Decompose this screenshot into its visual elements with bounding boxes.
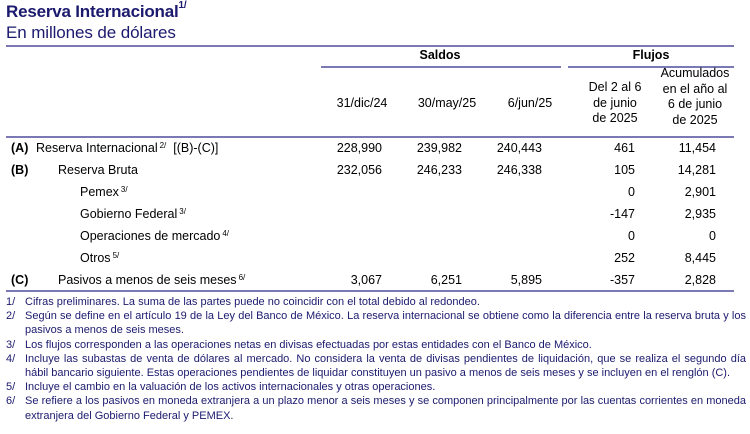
footnote-ref: 3/ <box>120 185 128 194</box>
row-label: Pemex $^{3/}$ <box>80 185 128 199</box>
table-bottom-rule <box>6 290 734 292</box>
cell-value: 461 <box>614 141 635 155</box>
cell-value: 14,281 <box>677 163 716 177</box>
cell-value: 0 <box>628 229 635 243</box>
cell-value: 11,454 <box>678 141 716 155</box>
footnote: 5/ Incluye el cambio en la valuación de los activos internacionales y otras operaciones. <box>6 381 436 394</box>
top-rule <box>6 45 734 47</box>
cell-value: 3,067 <box>350 273 382 287</box>
footnote: 4/ Incluye las subastas de venta de dólares al mercado. No considera la venta de divisas pendientes de liquidación, que se realiza el segundo día hábil bancario siguiente. Estas operaciones pendientes de liquidar constituyen un pasivo a menos de seis meses y se incluyen en el renglón (C). <box>6 352 746 380</box>
cell-value: 105 <box>614 163 635 177</box>
footnote: 1/ Cifras preliminares. La suma de las partes puede no coincidir con el total debido al redondeo. <box>6 296 480 308</box>
row-label: Reserva Internacional $^{2/}$ [(B)-(C)] <box>36 141 219 155</box>
page-title: Reserva Internacional$^{1/}$ <box>6 0 187 21</box>
footnote-ref: 5/ <box>112 251 120 260</box>
cell-value: 232,056 <box>336 163 382 177</box>
header-bottom-rule <box>6 136 734 138</box>
col-header-6jun25: 6/jun/25 <box>507 96 553 110</box>
row-label: Pasivos a menos de seis meses $^{6/}$ <box>58 273 246 287</box>
col-header-ytd-flow: Acumulados en el año al 6 de junio de 2025 <box>660 66 730 127</box>
cell-value: 2,901 <box>684 185 716 199</box>
footnote: 2/ Según se define en el artículo 19 de la Ley del Banco de México. La reserva internacional se obtiene como la diferencia entre la reserva bruta y los pasivos a menos de seis meses. <box>6 310 746 337</box>
row-code: (B) <box>11 163 29 177</box>
footnote-ref: 2/ <box>159 141 167 150</box>
col-header-30may25: 30/may/25 <box>417 96 477 110</box>
cell-value: 6,251 <box>430 273 462 287</box>
cell-value: 246,338 <box>496 163 542 177</box>
footnotes <box>6 295 746 423</box>
row-label: Otros $^{5/}$ <box>80 251 120 265</box>
cell-value: 2,828 <box>684 273 716 287</box>
cell-value: 0 <box>709 229 716 243</box>
cell-value: -357 <box>609 273 635 287</box>
cell-value: 0 <box>628 185 635 199</box>
cell-value: 240,443 <box>496 141 542 155</box>
cell-value: 8,445 <box>684 251 716 265</box>
row-code: (A) <box>11 141 29 155</box>
cell-value: 228,990 <box>336 141 382 155</box>
col-header-weekly-flow: Del 2 al 6 de junio de 2025 <box>588 80 642 125</box>
row-label: Operaciones de mercado $^{4/}$ <box>80 229 230 243</box>
cell-value: 2,935 <box>684 207 716 221</box>
page-subtitle: En millones de dólares <box>6 23 176 42</box>
row-code: (C) <box>11 273 29 287</box>
row-label: Gobierno Federal $^{3/}$ <box>80 207 186 221</box>
footnote: 3/ Los flujos corresponden a las operaciones netas en divisas efectuadas por estas entidades con el Banco de México. <box>6 338 592 351</box>
cell-value: 246,233 <box>416 163 462 177</box>
footnote: 6/ Se refiere a los pasivos en moneda extranjera a un plazo menor a seis meses y se componen principalmente por las cuentas corrientes en moneda extranjera del Gobierno Federal y PEMEX. <box>6 395 746 422</box>
footnote-ref: 6/ <box>238 273 246 282</box>
cell-value: 239,982 <box>416 141 462 155</box>
footnote-ref: 3/ <box>179 207 186 216</box>
col-header-31dic24: 31/dic/24 <box>336 96 388 110</box>
cell-value: -147 <box>609 207 635 221</box>
row-label: Reserva Bruta <box>58 163 138 177</box>
footnote-ref: 1/ <box>178 0 187 11</box>
footnote-ref: 4/ <box>222 229 230 238</box>
cell-value: 252 <box>614 251 635 265</box>
cell-value: 5,895 <box>510 273 542 287</box>
group-header-flujos: Flujos <box>632 48 670 62</box>
group-header-saldos: Saldos <box>419 48 461 62</box>
saldos-rule <box>321 66 561 68</box>
